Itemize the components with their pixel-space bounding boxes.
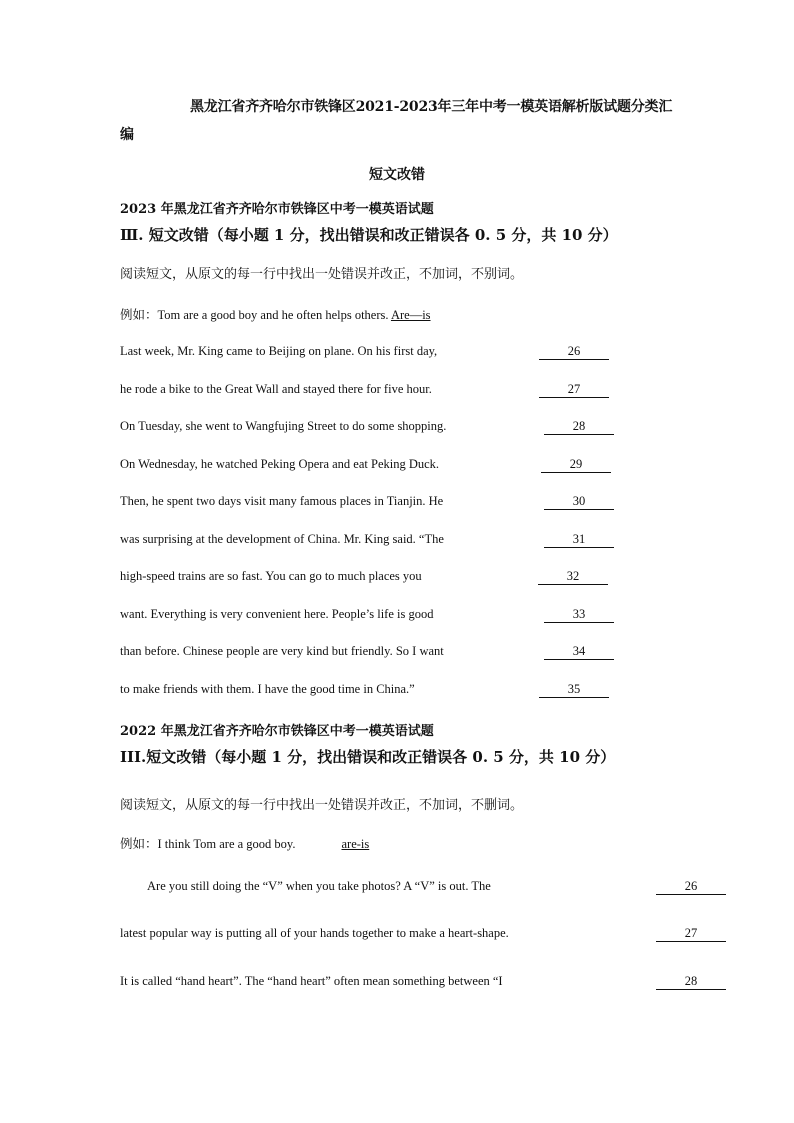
passage-line: high-speed trains are so fast. You can go to much places you (120, 569, 422, 583)
exam-title-2023: 2023 年黑龙江省齐齐哈尔市铁锋区中考一模英语试题 (120, 202, 434, 217)
answer-blank[interactable]: 31 (544, 532, 614, 548)
answer-blank[interactable]: 28 (656, 974, 726, 990)
answer-blank[interactable]: 27 (656, 926, 726, 942)
passage-line: Are you still doing the “V” when you take photos? A “V” is out. The (147, 879, 491, 893)
passage-line: than before. Chinese people are very kind but friendly. So I want (120, 644, 444, 658)
answer-blank[interactable]: 35 (539, 682, 609, 698)
document-title-line2: 编 (120, 127, 134, 143)
example-2022 (120, 834, 369, 852)
passage-line: Then, he spent two days visit many famous places in Tianjin. He (120, 494, 444, 508)
passage-line: to make friends with them. I have the good time in China.” (120, 682, 415, 696)
example-text: 例如：I think Tom are a good boy. (120, 837, 296, 851)
answer-blank[interactable]: 26 (656, 879, 726, 895)
passage-line: It is called “hand heart”. The “hand heart” often mean something between “I (120, 974, 503, 988)
answer-blank[interactable]: 30 (544, 494, 614, 510)
answer-blank[interactable]: 27 (539, 382, 609, 398)
example-2023 (120, 305, 431, 323)
answer-blank[interactable]: 33 (544, 607, 614, 623)
section-heading: 短文改错 (369, 167, 425, 183)
answer-blank[interactable]: 26 (539, 344, 609, 360)
question-heading-2023: Ⅲ. 短文改错（每小题 1 分，找出错误和改正错误各 0. 5 分，共 10 分） (120, 226, 618, 244)
answer-blank[interactable]: 28 (544, 419, 614, 435)
exam-title-2022: 2022 年黑龙江省齐齐哈尔市铁锋区中考一模英语试题 (120, 724, 434, 739)
example-answer: Are—is (390, 308, 431, 322)
example-text: 例如：Tom are a good boy and he often helps others. (120, 308, 391, 322)
passage-line: On Tuesday, she went to Wangfujing Street to do some shopping. (120, 419, 447, 433)
passage-line: he rode a bike to the Great Wall and stayed there for five hour. (120, 382, 432, 396)
passage-line: was surprising at the development of China. Mr. King said. “The (120, 532, 444, 546)
answer-blank[interactable]: 29 (541, 457, 611, 473)
passage-line: On Wednesday, he watched Peking Opera and eat Peking Duck. (120, 457, 440, 471)
instruction-2022: 阅读短文，从原文的每一行中找出一处错误并改正，不加词，不删词。 (120, 798, 524, 813)
passage-line: want. Everything is very convenient here. People’s life is good (120, 607, 434, 621)
question-heading-2022: III.短文改错（每小题 1 分，找出错误和改正错误各 0. 5 分，共 10 分） (120, 748, 616, 766)
passage-line: latest popular way is putting all of your hands together to make a heart-shape. (120, 926, 509, 940)
document-title-line1: 黑龙江省齐齐哈尔市铁锋区2021-2023年三年中考一模英语解析版试题分类汇 (190, 99, 673, 115)
answer-blank[interactable]: 34 (544, 644, 614, 660)
instruction-2023: 阅读短文，从原文的每一行中找出一处错误并改正，不加词，不别词。 (120, 267, 524, 282)
answer-blank[interactable]: 32 (538, 569, 608, 585)
passage-line: Last week, Mr. King came to Beijing on plane. On his first day, (120, 344, 438, 358)
example-answer: are-is (341, 837, 370, 851)
